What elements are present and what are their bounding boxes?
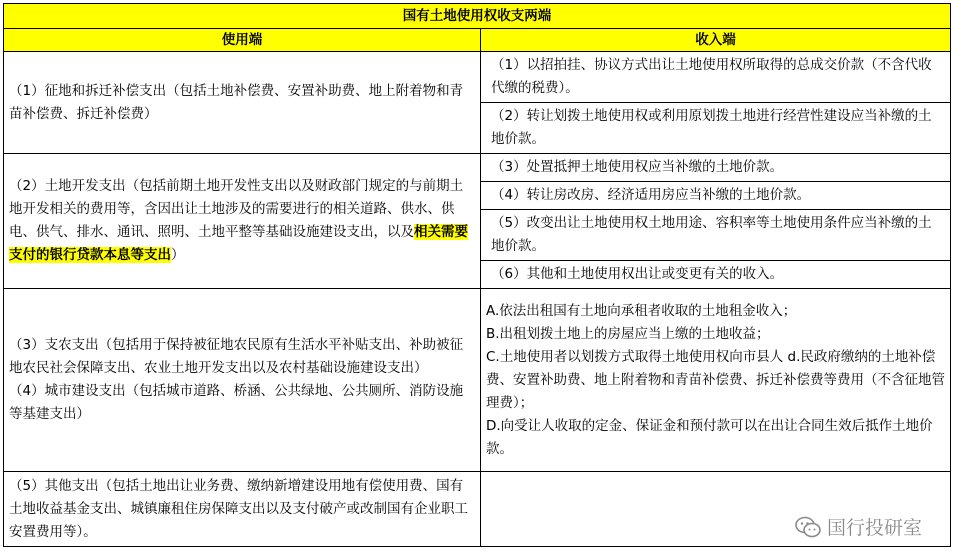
use-item-2-text: （2）土地开发支出（包括前期土地开发性支出以及财政部门规定的与前期土地开发相关的费用等，含因出让土地涉及的需要进行的相关道路、供水、供电、供气、排水、通讯、照明、土地平整等基础设施建设支出，以及 [9, 178, 464, 240]
use-item-2-highlight: 相关需要支付的银行贷款本息等支出 [9, 224, 468, 263]
income-item-4: （4）转让房改房、经济适用房应当补缴的土地价款。 [481, 182, 951, 210]
column-header-income: 收入端 [481, 29, 951, 52]
income-item-5: （5）改变出让土地使用权土地用途、容积率等土地使用条件应当补缴的土地价款。 [481, 210, 951, 261]
watermark-text: 国行投研室 [826, 517, 922, 539]
income-item-2: （2）转让划拨土地使用权或利用原划拨土地进行经营性建设应当补缴的土地价款。 [481, 103, 951, 154]
land-use-rights-table [3, 3, 951, 547]
income-item-6: （6）其他和土地使用权出让或变更有关的收入。 [481, 261, 951, 289]
wechat-icon [795, 516, 821, 538]
use-item-3: （3）支农支出（包括用于保持被征地农民原有生活水平补贴支出、补助被征地农民社会保障支出、农业土地开发支出以及农村基础设施建设支出） [9, 337, 464, 376]
income-item-1: （1）以招拍挂、协议方式出让土地使用权所取得的总成交价款（不含代收代缴的税费）。 [481, 52, 951, 103]
income-sub-c: C.土地使用者以划拨方式取得土地使用权向市县人 d.民政府缴纳的土地补偿费、安置补助费、地上附着物和青苗补偿费、拆迁补偿费等费用（不含征地管理费）； [486, 348, 945, 411]
table-title: 国有土地使用权收支两端 [4, 4, 951, 29]
use-item-2-end: ） [171, 247, 185, 263]
use-item-5: （5）其他支出（包括土地出让业务费、缴纳新增建设用地有偿使用费、国有土地收益基金支出、城镇廉租住房保障支出以及支付破产或改制国有企业职工安置费用等）。 [4, 472, 481, 547]
income-sub-b: B.出租划拨土地上的房屋应当上缴的土地收益； [486, 325, 770, 342]
use-item-4: （4）城市建设支出（包括城市道路、桥涵、公共绿地、公共厕所、消防设施等基建支出） [9, 383, 464, 422]
income-item-3: （3）处置抵押土地使用权应当补缴的土地价款。 [481, 154, 951, 182]
column-header-use: 使用端 [4, 29, 481, 52]
use-item-2 [4, 154, 481, 289]
income-sub-items [481, 289, 951, 472]
use-items-3-4 [4, 289, 481, 472]
income-sub-d: D.向受让人收取的定金、保证金和预付款可以在出让合同生效后抵作土地价款。 [486, 417, 933, 457]
income-sub-a: A.依法出租国有土地向承租者收取的土地租金收入； [486, 302, 797, 319]
use-item-1: （1）征地和拆迁补偿支出（包括土地补偿费、安置补助费、地上附着物和青苗补偿费、拆迁补偿费） [4, 52, 481, 154]
watermark [795, 513, 922, 540]
